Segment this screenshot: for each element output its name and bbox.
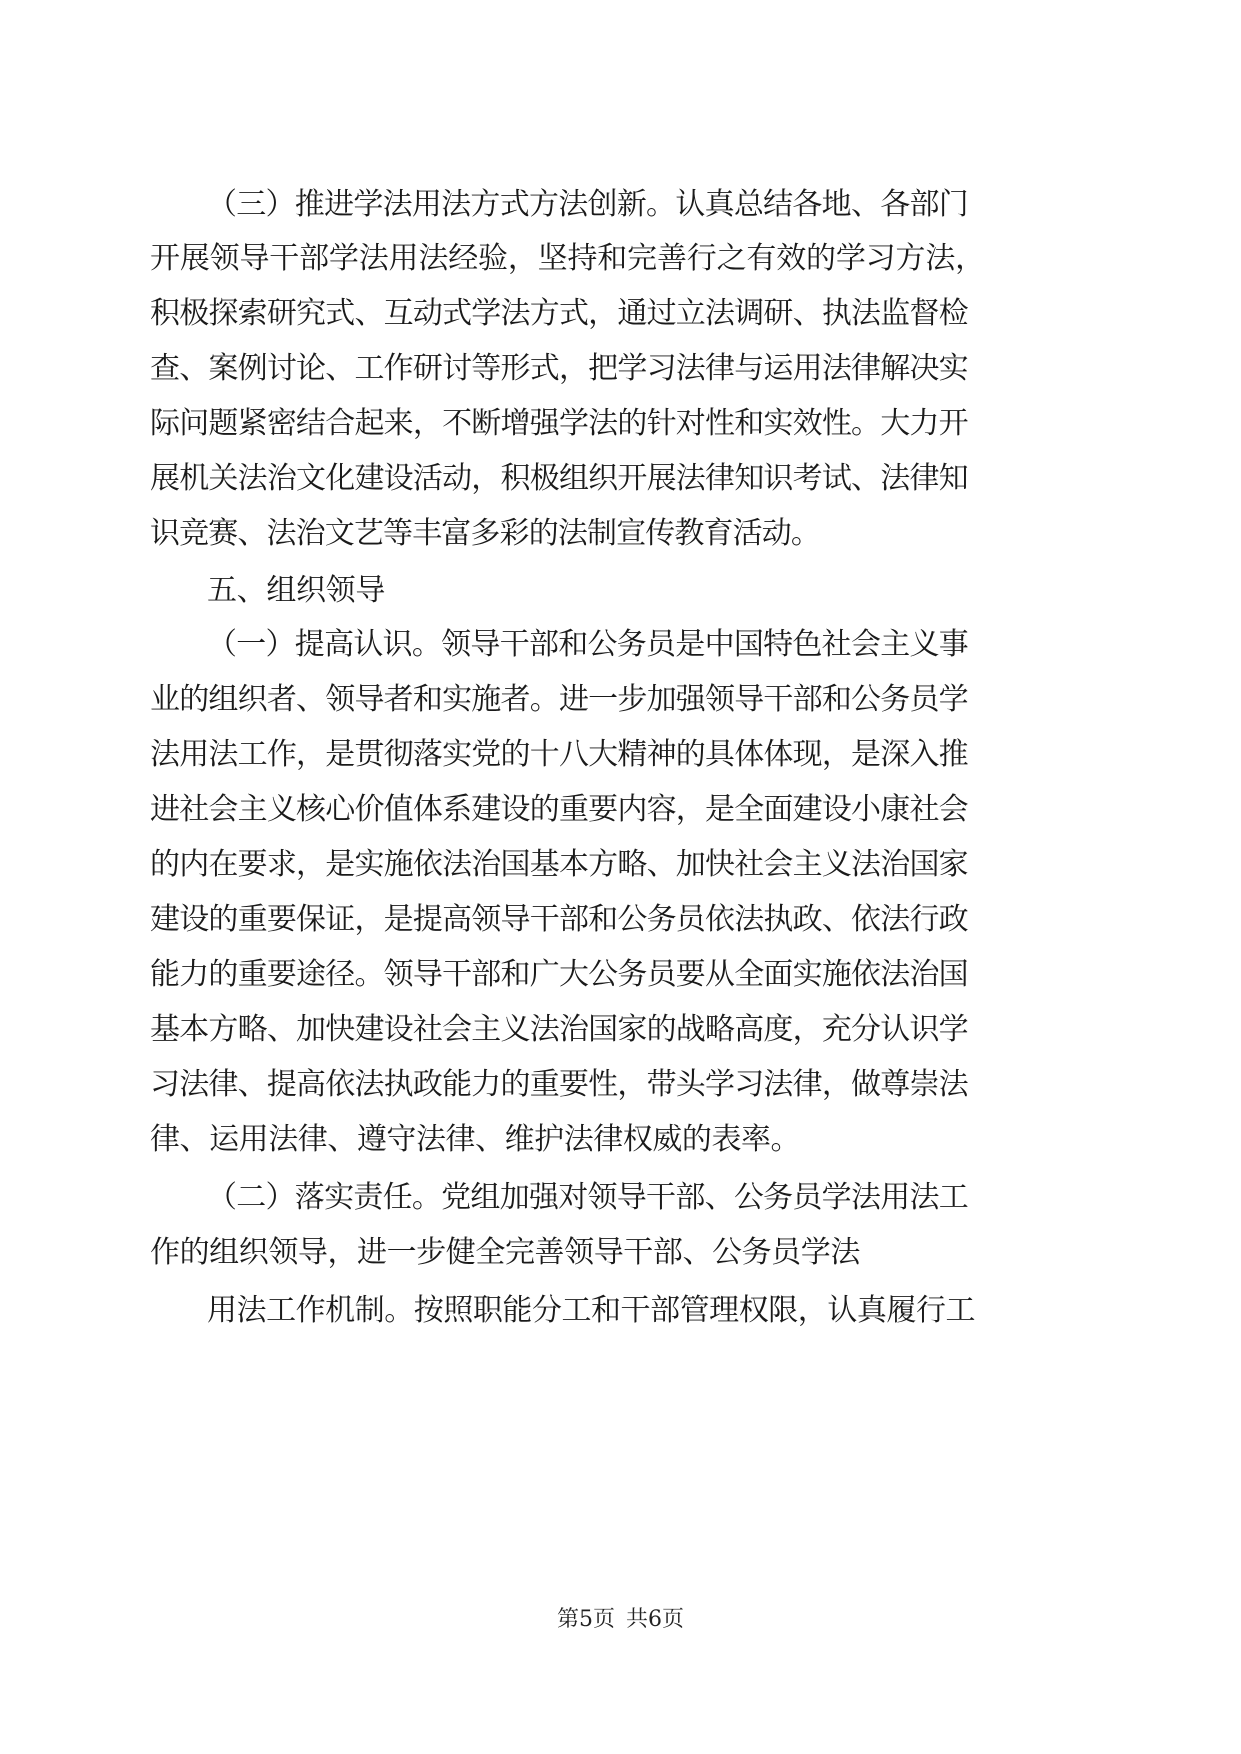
text-line	[0, 1110, 1241, 1170]
text-line	[0, 835, 1241, 895]
text-line-content: 展机关法治文化建设活动，积极组织开展法律知识考试、法律知	[150, 461, 968, 496]
text-line-content: 五、组织领导	[207, 573, 386, 608]
text-line-content: 业的组织者、领导者和实施者。进一步加强领导干部和公务员学	[150, 682, 968, 717]
text-line-content: 用法工作机制。按照职能分工和干部管理权限，认真履行工	[207, 1293, 976, 1328]
text-line	[0, 1055, 1241, 1115]
text-line-content: 律、运用法律、遵守法律、维护法律权威的表率。	[150, 1122, 801, 1157]
page-total: 共6页	[626, 1607, 684, 1632]
text-line-content: 开展领导干部学法用法经验，坚持和完善行之有效的学习方法，	[150, 241, 985, 276]
page-footer	[0, 1600, 1241, 1640]
text-line	[0, 504, 1241, 564]
text-line	[0, 561, 1241, 621]
text-line-content: 建设的重要保证，是提高领导干部和公务员依法执政、依法行政	[150, 902, 968, 937]
text-line	[0, 1281, 1241, 1341]
text-line-content: （三）推进学法用法方式方法创新。认真总结各地、各部门	[207, 187, 969, 222]
text-line	[0, 1168, 1241, 1228]
text-line	[0, 394, 1241, 454]
text-line	[0, 175, 1241, 235]
text-line	[0, 449, 1241, 509]
text-line	[0, 945, 1241, 1005]
text-line-content: 习法律、提高依法执政能力的重要性，带头学习法律，做尊崇法	[150, 1067, 968, 1102]
text-line-content: 际问题紧密结合起来，不断增强学法的针对性和实效性。大力开	[150, 406, 968, 441]
text-line	[0, 615, 1241, 675]
text-line-content: 查、案例讨论、工作研讨等形式，把学习法律与运用法律解决实	[150, 351, 968, 386]
text-line	[0, 1000, 1241, 1060]
text-line	[0, 229, 1241, 289]
text-line-content: 基本方略、加快建设社会主义法治国家的战略高度，充分认识学	[150, 1012, 968, 1047]
text-line	[0, 284, 1241, 344]
text-line	[0, 725, 1241, 785]
text-line-content: 能力的重要途径。领导干部和广大公务员要从全面实施依法治国	[150, 957, 968, 992]
text-line-content: 的内在要求，是实施依法治国基本方略、加快社会主义法治国家	[150, 847, 968, 882]
text-line-content: （二）落实责任。党组加强对领导干部、公务员学法用法工	[207, 1180, 969, 1215]
page-number: 第5页	[557, 1607, 615, 1632]
text-line	[0, 670, 1241, 730]
text-line-content: 法用法工作，是贯彻落实党的十八大精神的具体体现，是深入推	[150, 737, 968, 772]
text-line-content: 作的组织领导，进一步健全完善领导干部、公务员学法	[150, 1235, 860, 1270]
text-line	[0, 780, 1241, 840]
text-line	[0, 1223, 1241, 1283]
text-line	[0, 890, 1241, 950]
text-line-content: 积极探索研究式、互动式学法方式，通过立法调研、执法监督检	[150, 296, 968, 331]
text-line-content: （一）提高认识。领导干部和公务员是中国特色社会主义事	[207, 627, 969, 662]
text-line-content: 进社会主义核心价值体系建设的重要内容，是全面建设小康社会	[150, 792, 968, 827]
text-line-content: 识竞赛、法治文艺等丰富多彩的法制宣传教育活动。	[150, 516, 820, 551]
text-line	[0, 339, 1241, 399]
